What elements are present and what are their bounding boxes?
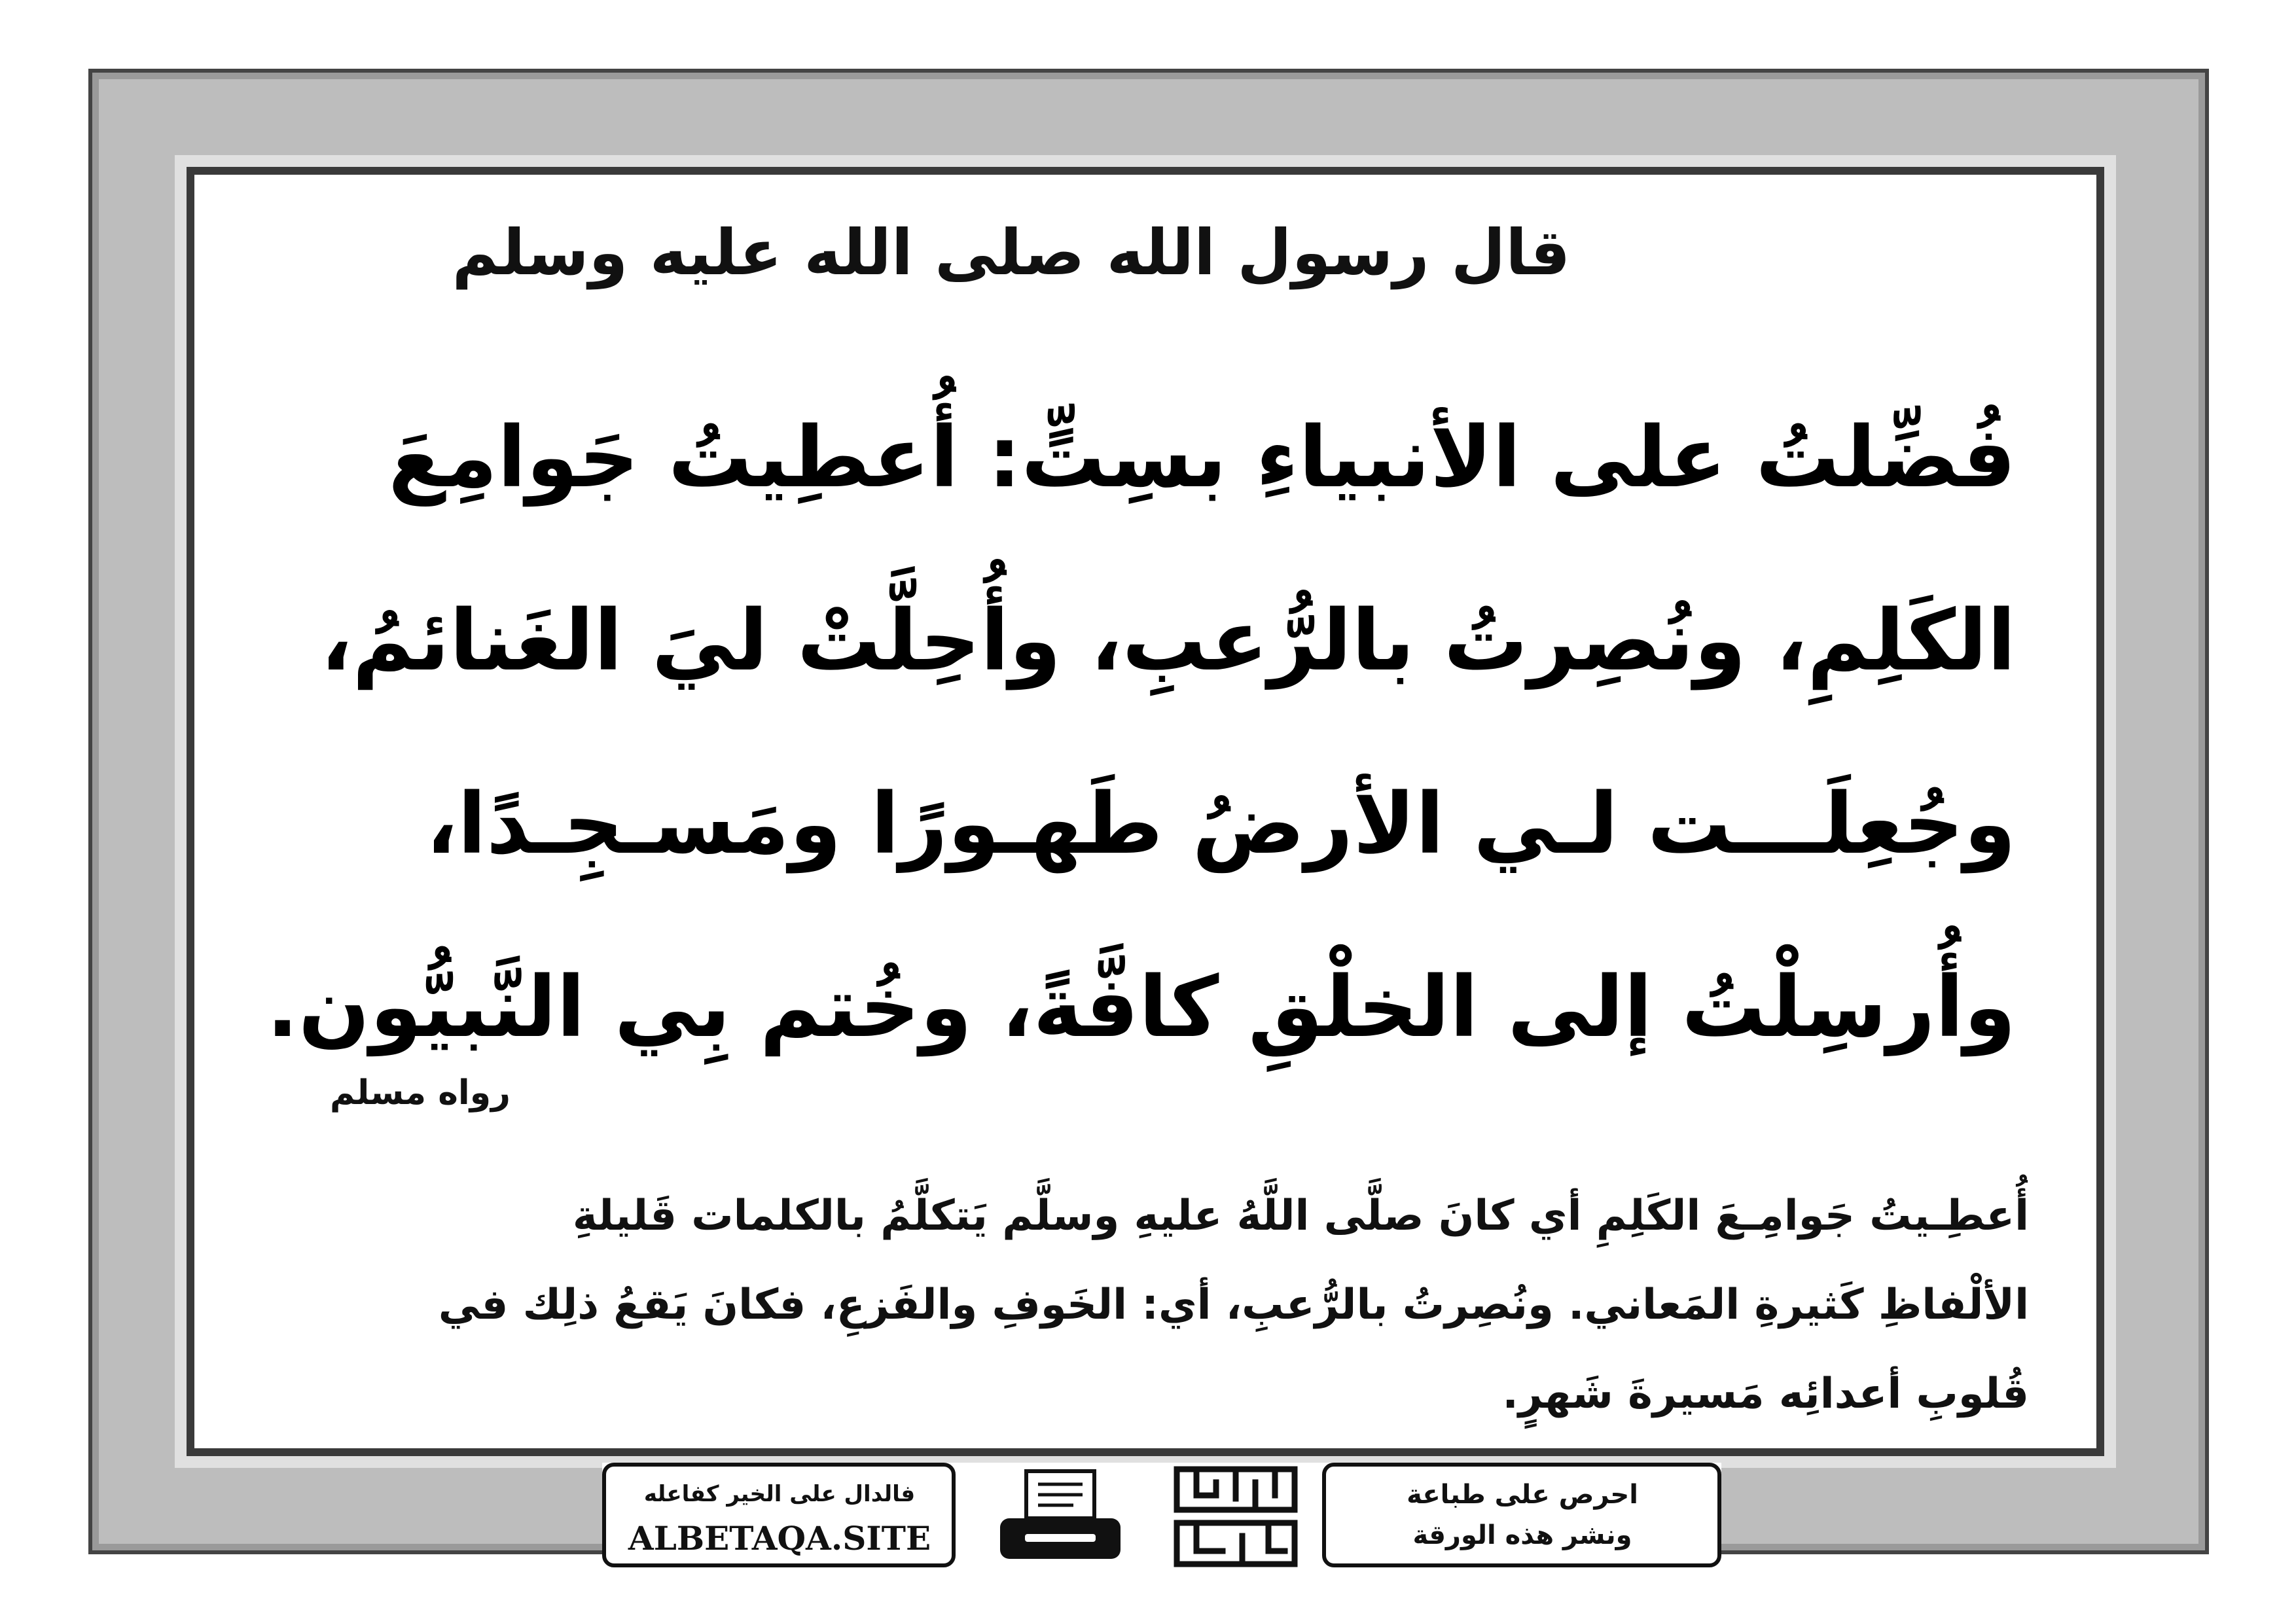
printer-icon [995,1466,1126,1567]
hadith-line: فُضِّلتُ على الأنبياءِ بسِتٍّ: أُعطِيتُ جَوامِعَ [388,409,2016,507]
hadith-line: الكَلِمِ، ونُصِرتُ بالرُّعبِ، وأُحِلَّتْ ليَ الغَنائمُ، [320,592,2016,690]
explanation-line: الألْفاظِ كَثيرةِ المَعاني. ونُصِرتُ بالرُّعبِ، أي: الخَوفِ والفَزعِ، فكانَ يَقعُ ذلِك في [438,1281,2029,1329]
footer-site-box [602,1463,956,1567]
footer-print-line: احرص على طباعة [1407,1480,1638,1510]
explanation-line: أُعطِـيتُ جَوامِـعَ الكَلِمِ أي كانَ صلَّى اللَّهُ عليهِ وسلَّم يَتكلَّمُ بالكلمات قَليلةِ [572,1192,2029,1240]
hadith-line: وجُعِلَـــت لـي الأرضُ طَهـورًا ومَسـجِـدًا، [425,776,2016,873]
logo-mark [1170,1463,1301,1571]
footer-print-box [1322,1463,1721,1567]
footer-motto: فالدال على الخير كفاعله [643,1481,916,1507]
page-title: قال رسول الله صلى الله عليه وسلم [452,216,1571,289]
hadith-text [236,366,2016,1099]
explanation-text [249,1171,2029,1438]
footer-share-line: ونشر هذه الورقة [1412,1520,1632,1550]
hadith-line: وأُرسِلْتُ إلى الخلْقِ كافَّةً، وخُتم بِي النَّبيُّون. [266,959,2016,1056]
footer-site-link[interactable]: ALBETAQA.SITE [628,1519,931,1558]
footer-band [602,1463,1721,1571]
explanation-line: قُلوبِ أعدائِه مَسيرةَ شَهرٍ. [1502,1370,2029,1418]
narrator-source: رواه مسلم [330,1073,511,1113]
